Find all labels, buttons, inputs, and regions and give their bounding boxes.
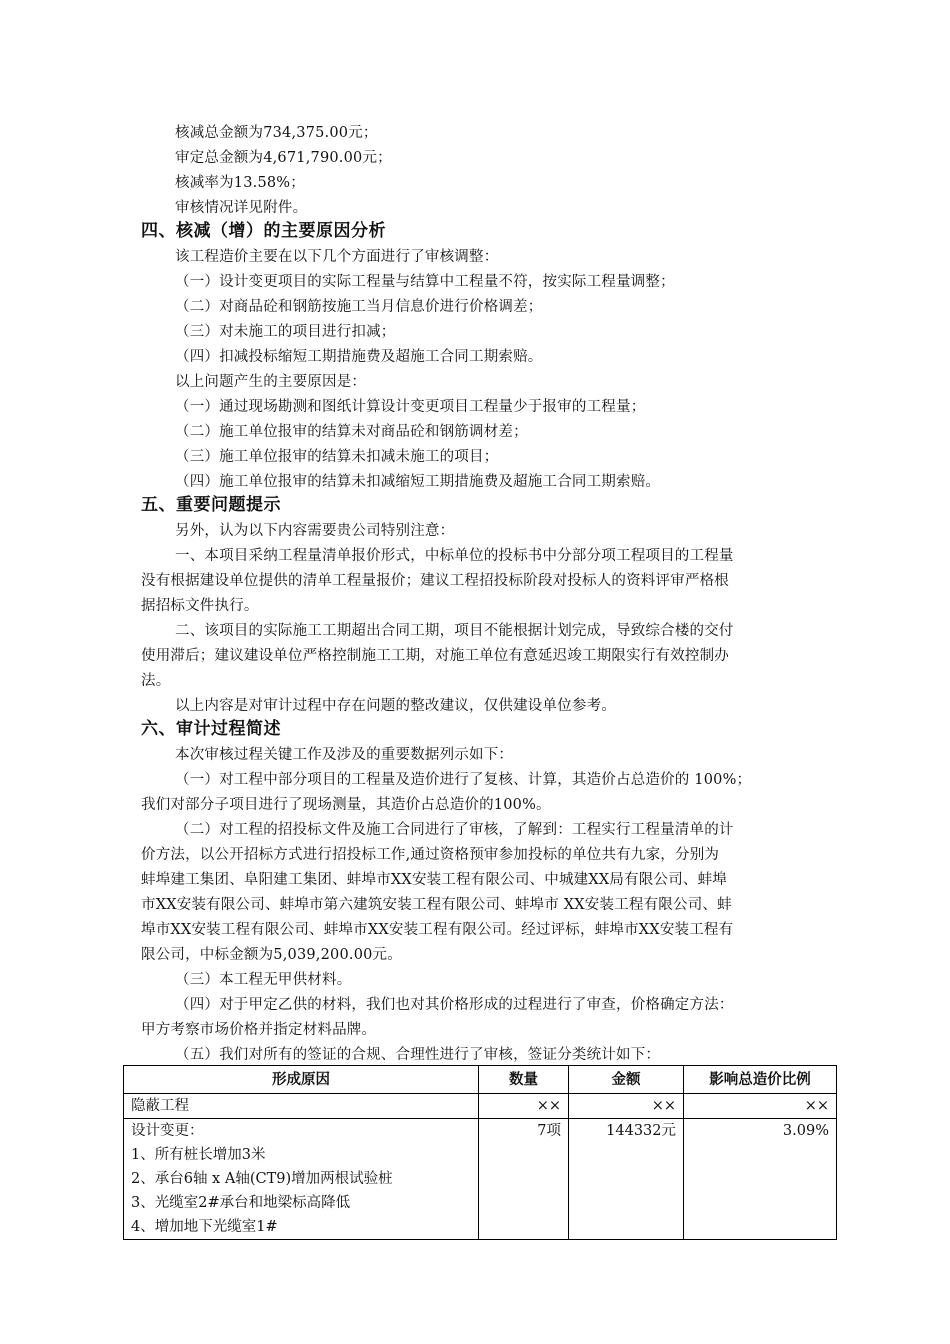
summary-see-attachment: 审核情况详见附件。 xyxy=(175,200,308,216)
process-item2-line: 市XX安装有限公司、蚌埠市第六建筑安装工程有限公司、蚌埠市 XX安装工程有限公司、蚌 xyxy=(141,897,732,913)
section4-title: 四、核减（增）的主要原因分析 xyxy=(141,221,386,241)
summary-reduction-total: 核减总金额为734,375.00元； xyxy=(175,125,378,141)
summary-approved-total: 审定总金额为4,671,790.00元； xyxy=(175,150,392,166)
process-item3: （三）本工程无甲供材料。 xyxy=(175,972,352,988)
reason-line: 1、所有桩长增加3米 xyxy=(131,1147,266,1163)
process-item5: （五）我们对所有的签证的合规、合理性进行了审核，签证分类统计如下： xyxy=(175,1047,661,1063)
reason-line: 设计变更： xyxy=(131,1123,204,1139)
process-item1-line: 我们对部分子项目进行了现场测量，其造价占总造价的100%。 xyxy=(141,797,551,813)
process-item2-line: 限公司，中标金额为5,039,200.00元。 xyxy=(141,947,402,963)
cell-quantity: ×× xyxy=(479,1094,569,1119)
visa-statistics-table xyxy=(123,1065,837,1240)
adjustment-item: （二）对商品砼和钢筋按施工当月信息价进行价格调差； xyxy=(175,299,543,315)
issue2-line: 二、该项目的实际施工工期超出合同工期，项目不能根据计划完成，导致综合楼的交付 xyxy=(175,623,734,639)
issue2-line: 法。 xyxy=(141,673,171,689)
issue1-line: 没有根据建设单位提供的清单工程量报价；建议工程招投标阶段对投标人的资料评审严格根 xyxy=(141,573,729,589)
process-item2-line: （二）对工程的招投标文件及施工合同进行了审核，了解到：工程实行工程量清单的计 xyxy=(175,822,734,838)
process-item4-line: 甲方考察市场价格并指定材料品牌。 xyxy=(141,1022,377,1038)
cell-amount: 144332元 xyxy=(569,1119,684,1240)
table-header-row xyxy=(124,1066,837,1094)
cell-amount: ×× xyxy=(569,1094,684,1119)
adjustment-item: （四）扣减投标缩短工期措施费及超施工合同工期索赔。 xyxy=(175,349,543,365)
section6-title: 六、审计过程简述 xyxy=(141,719,281,739)
header-amount: 金额 xyxy=(569,1066,684,1094)
table-row xyxy=(124,1094,837,1119)
cell-ratio: 3.09% xyxy=(684,1119,837,1240)
section5-closing: 以上内容是对审计过程中存在问题的整改建议，仅供建设单位参考。 xyxy=(175,698,616,714)
section5-title: 五、重要问题提示 xyxy=(141,495,281,515)
summary-reduction-rate: 核减率为13.58%； xyxy=(175,175,305,191)
header-quantity: 数量 xyxy=(479,1066,569,1094)
table-row xyxy=(124,1119,837,1240)
section6-intro: 本次审核过程关键工作及涉及的重要数据列示如下： xyxy=(175,747,514,763)
header-reason: 形成原因 xyxy=(124,1066,479,1094)
cause-item: （四）施工单位报审的结算未扣减缩短工期措施费及超施工合同工期索赔。 xyxy=(175,474,661,490)
section4-intro: 该工程造价主要在以下几个方面进行了审核调整： xyxy=(175,249,499,265)
process-item4-line: （四）对于甲定乙供的材料，我们也对其价格形成的过程进行了审查，价格确定方法： xyxy=(175,997,734,1013)
issue1-line: 一、本项目采纳工程量清单报价形式，中标单位的投标书中分部分项工程项目的工程量 xyxy=(175,548,734,564)
process-item2-line: 埠市XX安装工程有限公司、蚌埠市XX安装工程有限公司。经过评标，蚌埠市XX安装工程有 xyxy=(141,922,734,938)
reason-line: 2、承台6轴 x A轴(CT9)增加两根试验桩 xyxy=(131,1171,393,1187)
cause-item: （二）施工单位报审的结算未对商品砼和钢筋调材差； xyxy=(175,424,528,440)
cell-quantity: 7项 xyxy=(479,1119,569,1240)
cell-ratio: ×× xyxy=(684,1094,837,1119)
header-ratio: 影响总造价比例 xyxy=(684,1066,837,1094)
adjustment-item: （三）对未施工的项目进行扣减； xyxy=(175,324,396,340)
process-item2-line: 价方法，以公开招标方式进行招投标工作,通过资格预审参加投标的单位共有九家，分别为 xyxy=(141,847,720,863)
adjustment-item: （一）设计变更项目的实际工程量与结算中工程量不符，按实际工程量调整； xyxy=(175,274,675,290)
cause-item: （三）施工单位报审的结算未扣减未施工的项目； xyxy=(175,449,499,465)
process-item1-line: （一）对工程中部分项目的工程量及造价进行了复核、计算，其造价占总造价的 100%； xyxy=(175,772,752,788)
issue1-line: 据招标文件执行。 xyxy=(141,598,259,614)
section5-intro: 另外，认为以下内容需要贵公司特别注意： xyxy=(175,523,455,539)
cause-item: （一）通过现场勘测和图纸计算设计变更项目工程量少于报审的工程量； xyxy=(175,399,646,415)
reason-line: 4、增加地下光缆室1# xyxy=(131,1219,278,1235)
process-item2-line: 蚌埠建工集团、阜阳建工集团、蚌埠市XX安装工程有限公司、中城建XX局有限公司、蚌埠 xyxy=(141,872,727,888)
issue2-line: 使用滞后；建议建设单位严格控制施工工期，对施工单位有意延迟竣工期限实行有效控制办 xyxy=(141,648,729,664)
causes-intro: 以上问题产生的主要原因是： xyxy=(175,374,367,390)
cell-reason: 隐蔽工程 xyxy=(124,1094,479,1119)
cell-reason-design-change xyxy=(124,1119,479,1240)
reason-line: 3、光缆室2#承台和地梁标高降低 xyxy=(131,1195,351,1211)
